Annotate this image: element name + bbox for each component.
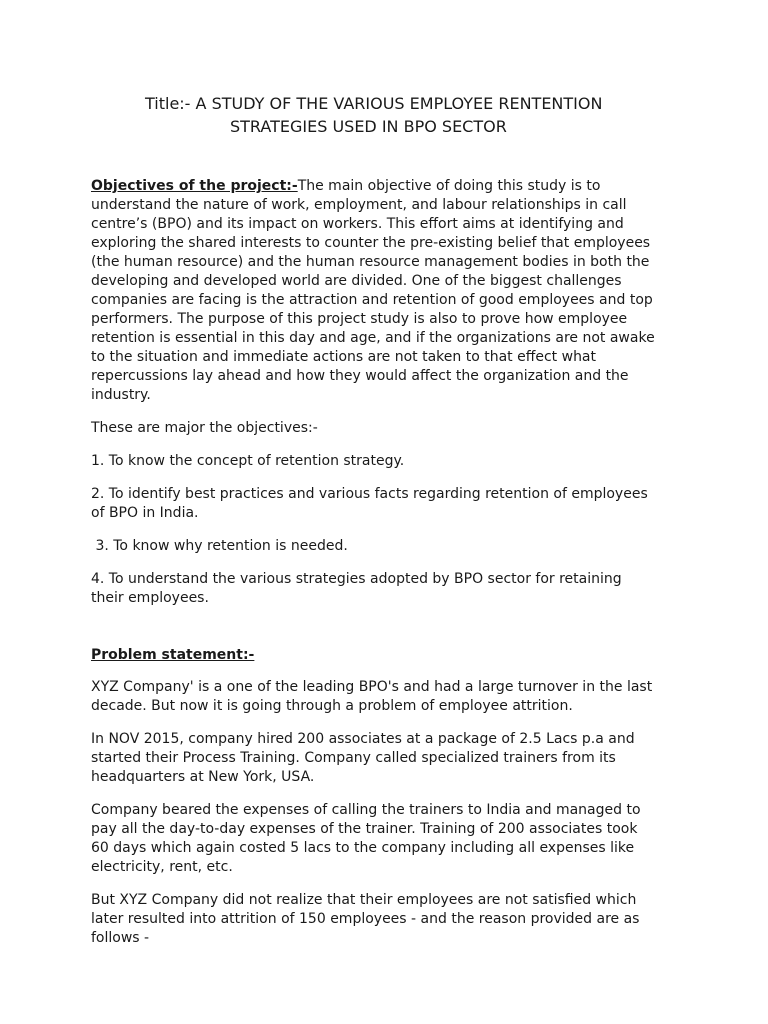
problem-paragraph-1: XYZ Company' is a one of the leading BPO's and had a large turnover in the last decade. But now it is going through a problem of employee attrition. (91, 679, 653, 714)
problem-paragraph-3: Company beared the expenses of calling the trainers to India and managed to pay all the day-to-day expenses of the trainer. Training of 200 associates took 60 days which again costed 5 lacs to the company including all expenses like electricity, rent, etc. (91, 802, 641, 875)
objectives-heading: Objectives of the project:- (91, 178, 298, 194)
objectives-lead: These are major the objectives:- (91, 420, 318, 436)
document-title (91, 92, 658, 138)
title-line-2: STRATEGIES USED IN BPO SECTOR (230, 117, 507, 136)
objective-item-1: 1. To know the concept of retention strategy. (91, 453, 405, 469)
problem-paragraph-2: In NOV 2015, company hired 200 associates at a package of 2.5 Lacs p.a and started their Process Training. Company called specialized trainers from its headquarters at New York, USA. (91, 731, 635, 785)
objective-item-3: 3. To know why retention is needed. (91, 538, 348, 554)
title-line-1: Title:- A STUDY OF THE VARIOUS EMPLOYEE RENTENTION (145, 94, 603, 113)
problem-paragraph-4: But XYZ Company did not realize that their employees are not satisfied which later resulted into attrition of 150 employees - and the reason provided are as follows - (91, 892, 640, 946)
objective-item-4: 4. To understand the various strategies adopted by BPO sector for retaining their employees. (91, 571, 622, 606)
objectives-paragraph (91, 177, 658, 405)
problem-heading: Problem statement:- (91, 647, 255, 663)
objective-item-2: 2. To identify best practices and various facts regarding retention of employees of BPO in India. (91, 486, 648, 521)
objectives-body: The main objective of doing this study is to understand the nature of work, employment, and labour relationships in call centre’s (BPO) and its impact on workers. This effort aims at identifying and exploring the shared interests to counter the pre-existing belief that employees (the human resource) and the human resource management bodies in both the developing and developed world are divided. One of the biggest challenges companies are facing is the attraction and retention of good employees and top performers. The purpose of this project study is also to prove how employee retention is essential in this day and age, and if the organizations are not awake to the situation and immediate actions are not taken to that effect what repercussions lay ahead and how they would affect the organization and the industry. (91, 178, 655, 403)
